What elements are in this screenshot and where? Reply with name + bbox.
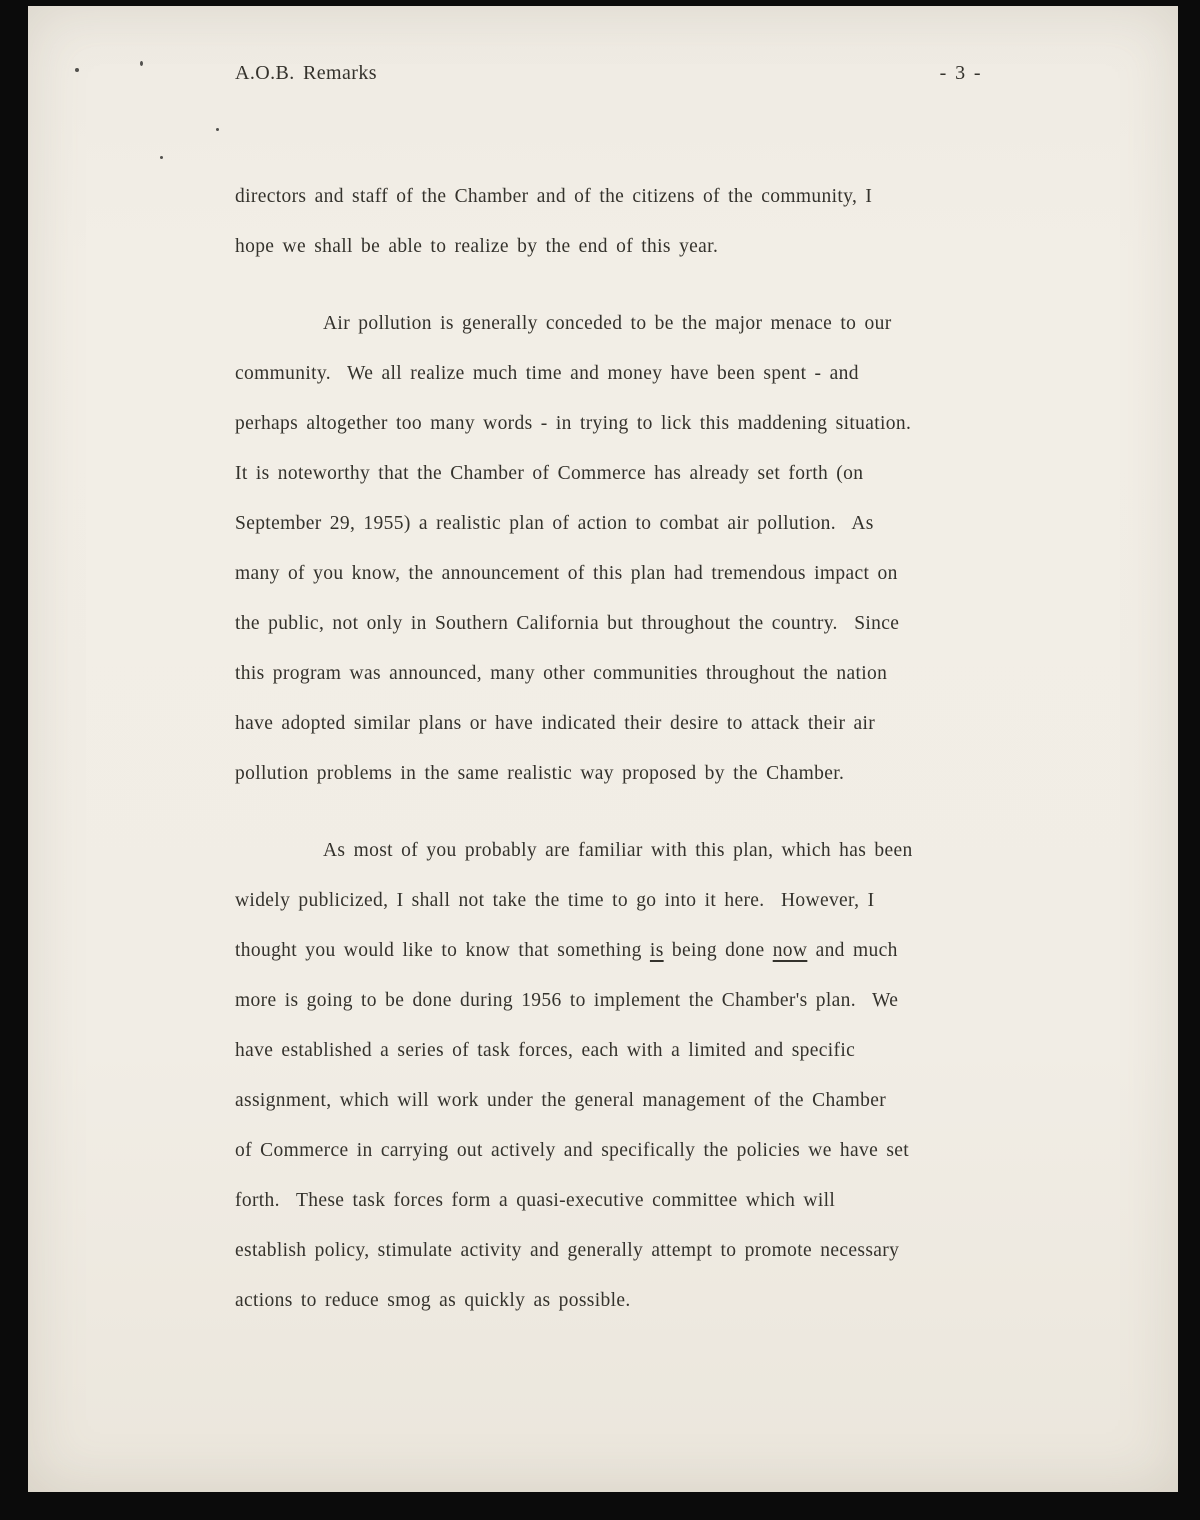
text-segment: thought you would like to know that something xyxy=(235,940,650,961)
text-line: establish policy, stimulate activity and generally attempt to promote necessary xyxy=(235,1240,900,1261)
scan-speck xyxy=(75,68,79,72)
paragraph-2 xyxy=(235,311,1065,811)
scan-speck xyxy=(140,61,143,66)
underlined-word: now xyxy=(772,940,808,961)
scan-speck xyxy=(160,156,163,159)
paragraph-3 xyxy=(235,838,1065,1338)
text-line: perhaps altogether too many words - in trying to lick this maddening situation. xyxy=(235,413,912,434)
text-line: September 29, 1955) a realistic plan of action to combat air pollution. As xyxy=(235,513,874,534)
text-line: have established a series of task forces, each with a limited and specific xyxy=(235,1040,856,1061)
text-line: community. We all realize much time and money have been spent - and xyxy=(235,363,859,384)
paragraph-1 xyxy=(235,184,1065,284)
document-page xyxy=(28,6,1178,1492)
text-segment: being done xyxy=(663,940,773,961)
text-line: the public, not only in Southern California but throughout the country. Since xyxy=(235,613,900,634)
text-line: actions to reduce smog as quickly as possible. xyxy=(235,1290,631,1311)
text-line: assignment, which will work under the general management of the Chamber xyxy=(235,1090,887,1111)
page-number: - 3 - xyxy=(939,62,981,84)
text-line: It is noteworthy that the Chamber of Commerce has already set forth (on xyxy=(235,463,864,484)
text-line: more is going to be done during 1956 to implement the Chamber's plan. We xyxy=(235,990,899,1011)
text-line: pollution problems in the same realistic way proposed by the Chamber. xyxy=(235,763,845,784)
text-line: As most of you probably are familiar with this plan, which has been xyxy=(323,840,913,861)
text-line: many of you know, the announcement of this plan had tremendous impact on xyxy=(235,563,898,584)
scan-speck xyxy=(216,128,219,131)
text-line: directors and staff of the Chamber and of the citizens of the community, I xyxy=(235,186,873,207)
text-line: this program was announced, many other communities throughout the nation xyxy=(235,663,888,684)
text-line: hope we shall be able to realize by the end of this year. xyxy=(235,236,719,257)
underlined-word: is xyxy=(649,940,664,961)
text-segment: and much xyxy=(807,940,898,961)
text-line-with-underlines xyxy=(235,938,1065,988)
text-line: of Commerce in carrying out actively and specifically the policies we have set xyxy=(235,1140,910,1161)
text-line: Air pollution is generally conceded to be the major menace to our xyxy=(323,313,892,334)
text-line: forth. These task forces form a quasi-executive committee which will xyxy=(235,1190,836,1211)
document-body xyxy=(235,184,1065,1338)
text-line: widely publicized, I shall not take the time to go into it here. However, I xyxy=(235,890,875,911)
text-line: have adopted similar plans or have indicated their desire to attack their air xyxy=(235,713,876,734)
page-header xyxy=(235,62,1045,85)
header-title: A.O.B. Remarks xyxy=(235,62,377,84)
